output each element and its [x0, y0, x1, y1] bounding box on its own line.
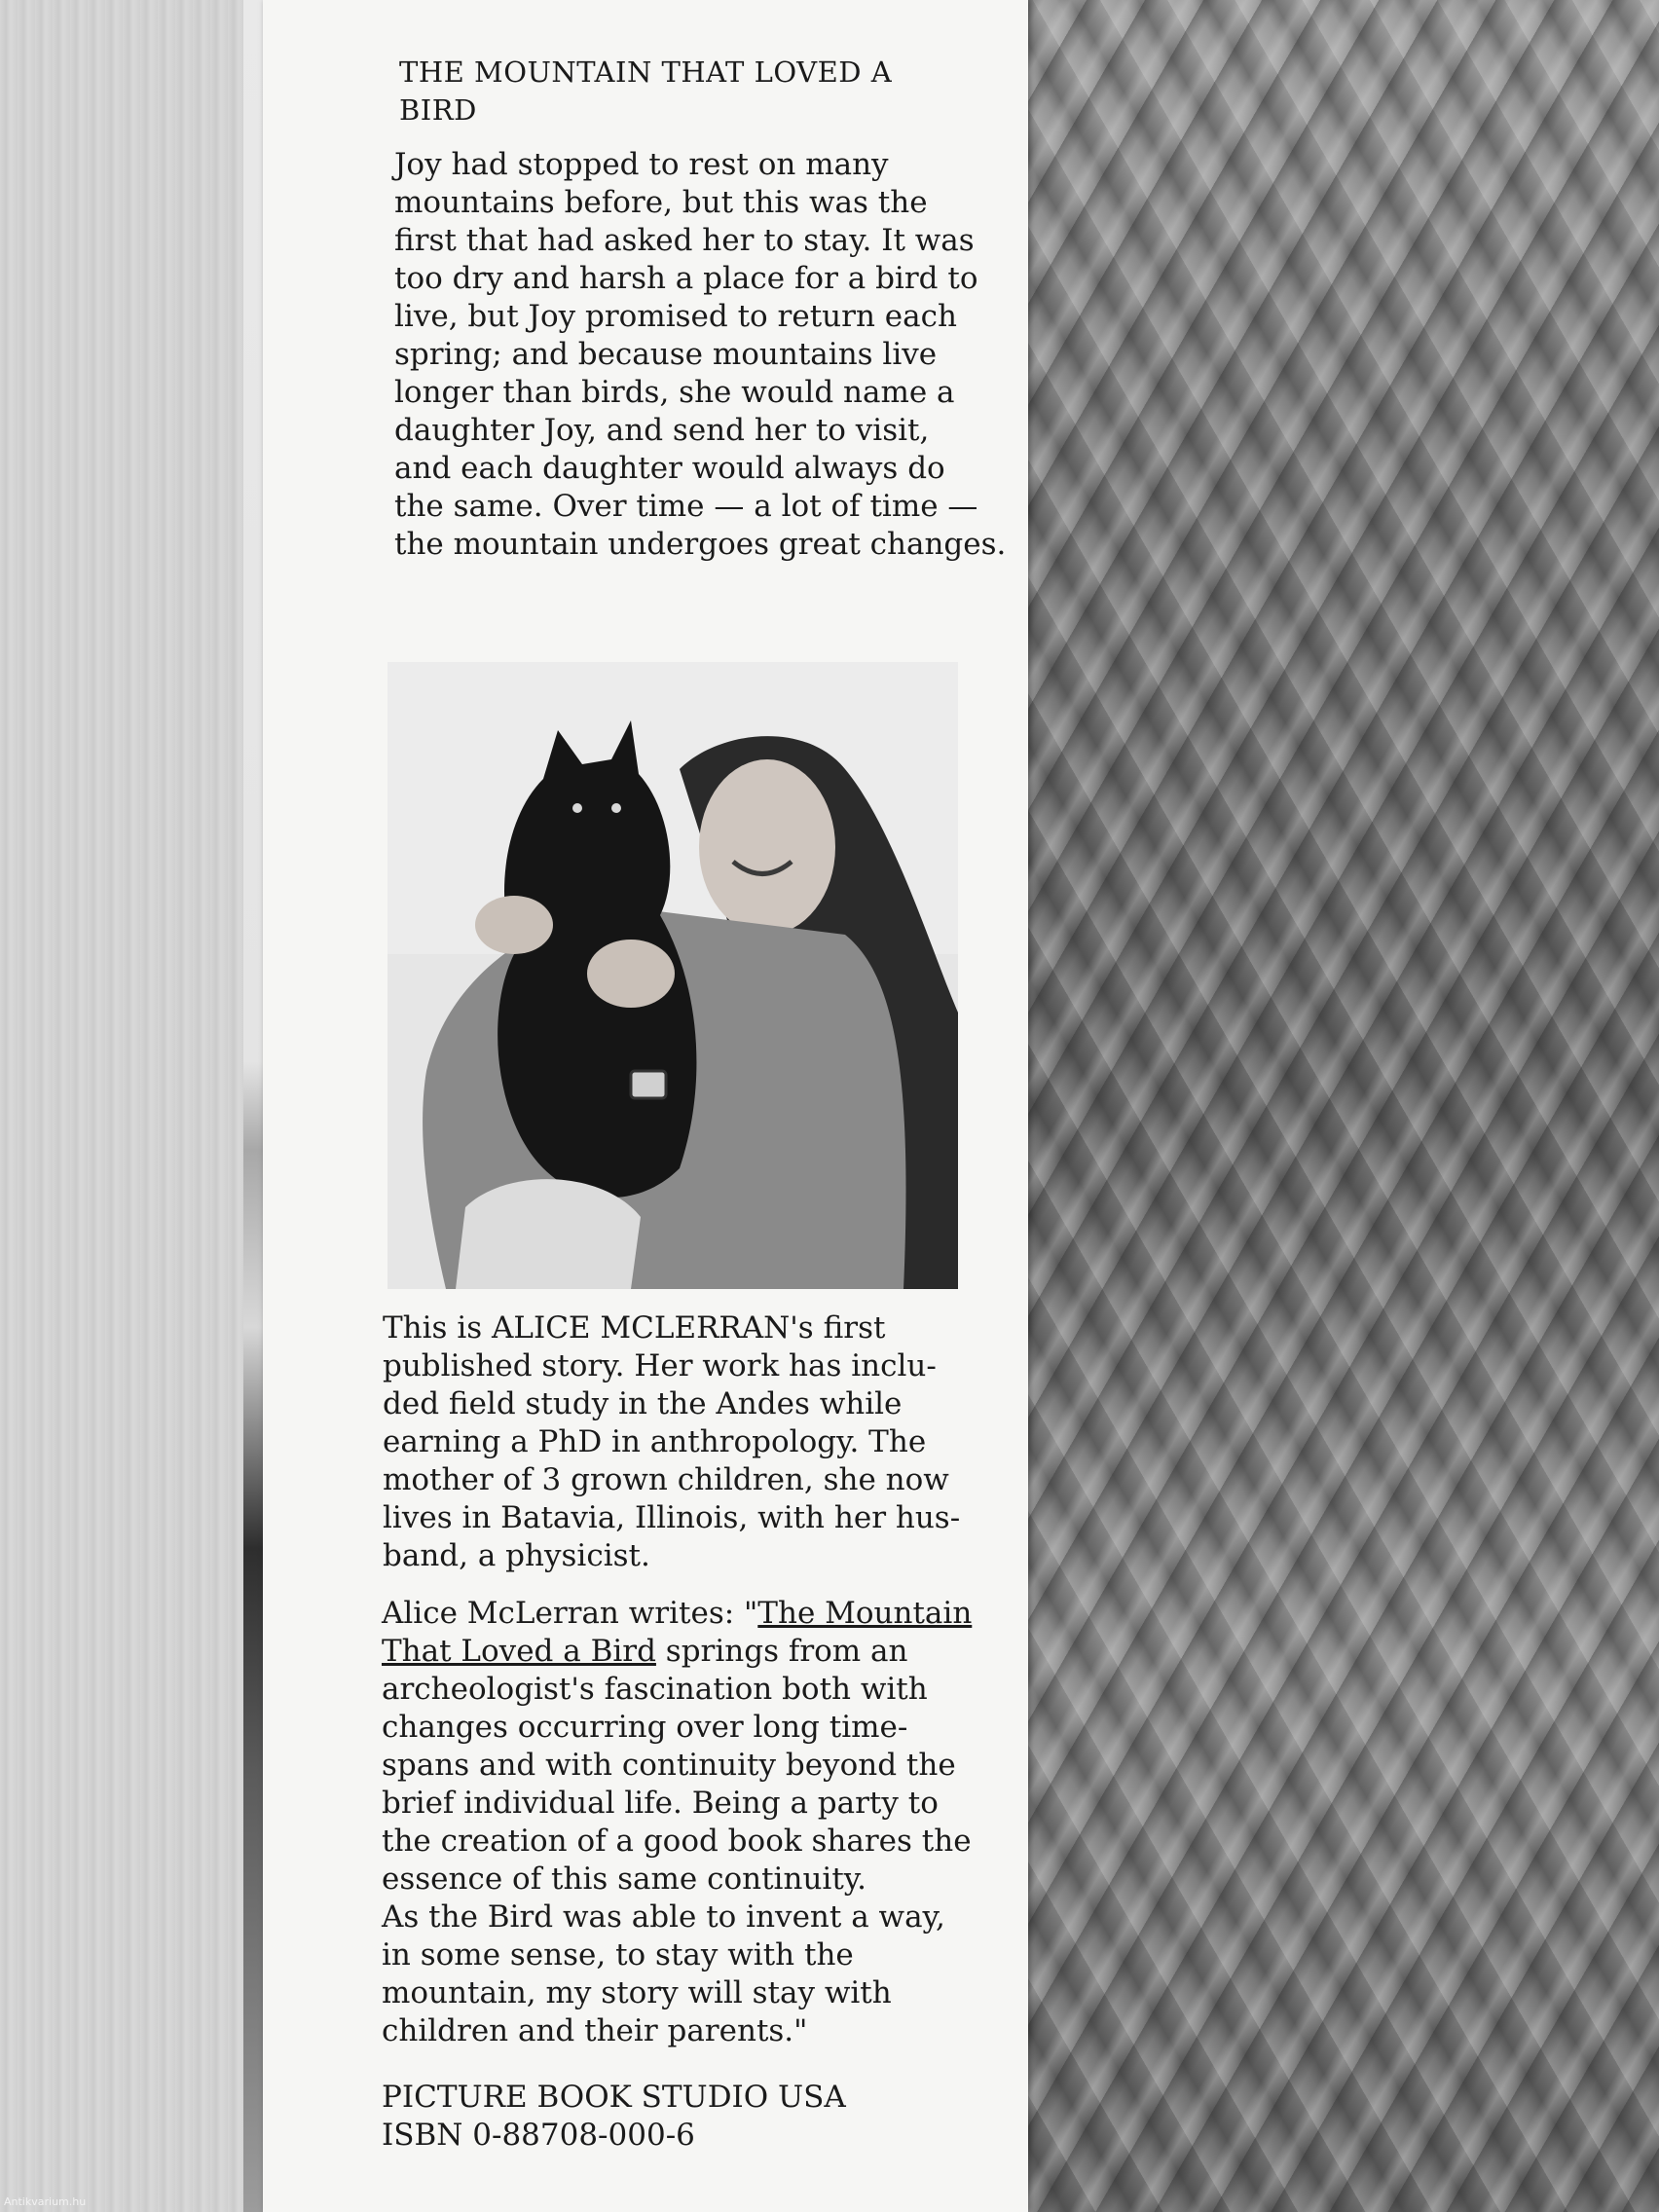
publisher-info	[382, 2079, 966, 2155]
author-quote	[382, 1595, 1005, 2050]
author-bio: This is ALICE MCLERRAN's first published story. Her work has inclu- ded field study in the Andes while earning a PhD in anthropology. The mother of 3 grown children, she now lives in Batavia, Illinois, with her hus- band, a physicist.	[383, 1310, 961, 1573]
isbn: ISBN 0-88708-000-6	[382, 2118, 695, 2153]
table-surface	[0, 0, 243, 2212]
author-photo	[387, 662, 958, 1289]
synopsis-text: Joy had stopped to rest on many mountains before, but this was the first that had asked her to stay. It was too dry and harsh a place for a bird to live, but Joy promised to return each spring; and because mountains live longer than birds, she would name a daughter Joy, and send her to visit, and each daughter would always do the same. Over time — a lot of time — the mountain undergoes great changes.	[394, 147, 1007, 562]
publisher-name: PICTURE BOOK STUDIO USA	[382, 2080, 846, 2115]
quote-intro: Alice McLerran writes: "	[382, 1596, 758, 1631]
cover-painting	[1028, 0, 1659, 2212]
quote-body: springs from an archeologist's fascination both with changes occurring over long time- spans and with continuity beyond the brief individual life. Being a party to the creation of a good book shares the essence of this same continuity. As the Bird was able to invent a way, in some sense, to stay with the mountain, my story will stay with children and their parents."	[382, 1634, 972, 2048]
book-title: THE MOUNTAIN THAT LOVED A BIRD	[399, 55, 893, 127]
watermark: Antikvarium.hu	[4, 2195, 87, 2208]
quote-book-title: The Mountain That Loved a Bird	[382, 1596, 973, 1669]
